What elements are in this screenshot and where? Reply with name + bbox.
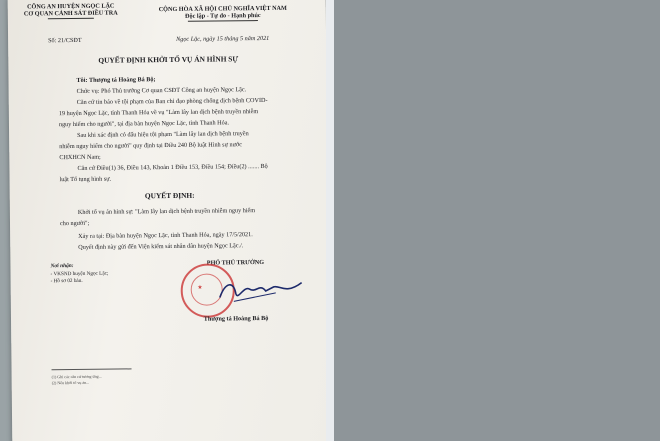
left-footnote-rule: [52, 368, 132, 370]
left-recipient-0: - VKSND huyện Ngọc Lặc;: [50, 270, 109, 278]
left-decide-line-1: cho người";: [59, 219, 90, 228]
left-decide-line-3: Quyết định này gửi đến Viện kiểm sát nhân dân huyện Ngọc Lặc./.: [78, 242, 244, 251]
left-document-title: QUYẾT ĐỊNH KHỞI TỐ VỤ ÁN HÌNH SỰ: [98, 54, 239, 65]
left-signer-title: PHÓ THỦ TRƯỞNG: [206, 259, 265, 267]
right-document-photo: [334, 0, 660, 441]
left-document-number: Số: 21/CSĐT: [48, 36, 82, 45]
left-recipients-label: Nơi nhận:: [50, 263, 74, 270]
left-body-line-6: nhiễm nguy hiểm cho người" quy định tại Điều 240 Bộ luật Hình sự nước: [59, 141, 242, 151]
left-stamp-star: ★: [197, 285, 203, 291]
left-body-line-1: Chức vụ: Phó Thủ trưởng Cơ quan CSĐT Công an huyện Ngọc Lặc.: [76, 86, 247, 95]
left-footnote-0: (1) Ghi các căn cứ tương ứng...: [51, 373, 102, 380]
left-agency-underline: [48, 18, 94, 19]
left-signature: [216, 275, 306, 306]
left-body-line-9: luật Tố tụng hình sự.: [59, 175, 112, 184]
left-decide-line-2: Xảy ra tại: Địa bàn huyện Ngọc Lặc, tỉnh Thanh Hóa, ngày 17/5/2021.: [78, 231, 253, 240]
left-document-photo: [0, 0, 326, 441]
left-recipient-1: - Hồ sơ 02 bản.: [50, 277, 83, 285]
left-body-line-5: Sau khi xác định có dấu hiệu tội phạm "Làm lây lan dịch bệnh truyền: [77, 130, 249, 139]
photo-divider: [326, 0, 334, 441]
left-motto-underline: [188, 20, 258, 21]
left-country-name: CỘNG HÒA XÃ HỘI CHỦ NGHĨA VIỆT NAM: [158, 4, 287, 14]
left-footnote-1: (2) Nếu khởi tố vụ án...: [51, 379, 90, 386]
left-agency-line1: CÔNG AN HUYỆN NGỌC LẶC: [27, 2, 115, 11]
left-agency-line2: CƠ QUAN CẢNH SÁT ĐIỀU TRA: [23, 9, 118, 18]
left-body-line-2: Căn cứ tin báo về tội phạm của Ban chỉ đạo phòng chống dịch bệnh COVID-: [76, 96, 268, 106]
left-motto: Độc lập - Tự do - Hạnh phúc: [184, 12, 261, 20]
left-signer-name: Thượng tá Hoàng Bá Bộ: [203, 314, 269, 323]
left-decide-heading: QUYẾT ĐỊNH:: [144, 190, 195, 201]
left-decide-line-0: Khởi tố vụ án hình sự: "Làm lây lan dịch bệnh truyền nhiễm nguy hiểm: [77, 207, 256, 216]
left-document-date: Ngọc Lặc, ngày 15 tháng 5 năm 2021: [176, 34, 270, 43]
left-body-line-3: 19 huyện Ngọc Lặc, tỉnh Thanh Hóa về vụ "Làm lây lan dịch bệnh truyền nhiễm: [58, 108, 259, 118]
left-body-line-7: CHXHCN Nam;: [59, 153, 101, 162]
left-body-line-8: Căn cứ Điều(1) 36, Điều 143, Khoản 1 Điều 153, Điều 154; Điều(2) ....... Bộ: [77, 162, 268, 172]
left-body-line-4: nguy hiểm cho người", tại địa bàn huyện Ngọc Lặc, tỉnh Thanh Hóa.: [58, 119, 230, 129]
left-document-page: [8, 0, 326, 441]
left-body-line-0: Tôi: Thượng tá Hoàng Bá Bộ;: [76, 76, 156, 84]
